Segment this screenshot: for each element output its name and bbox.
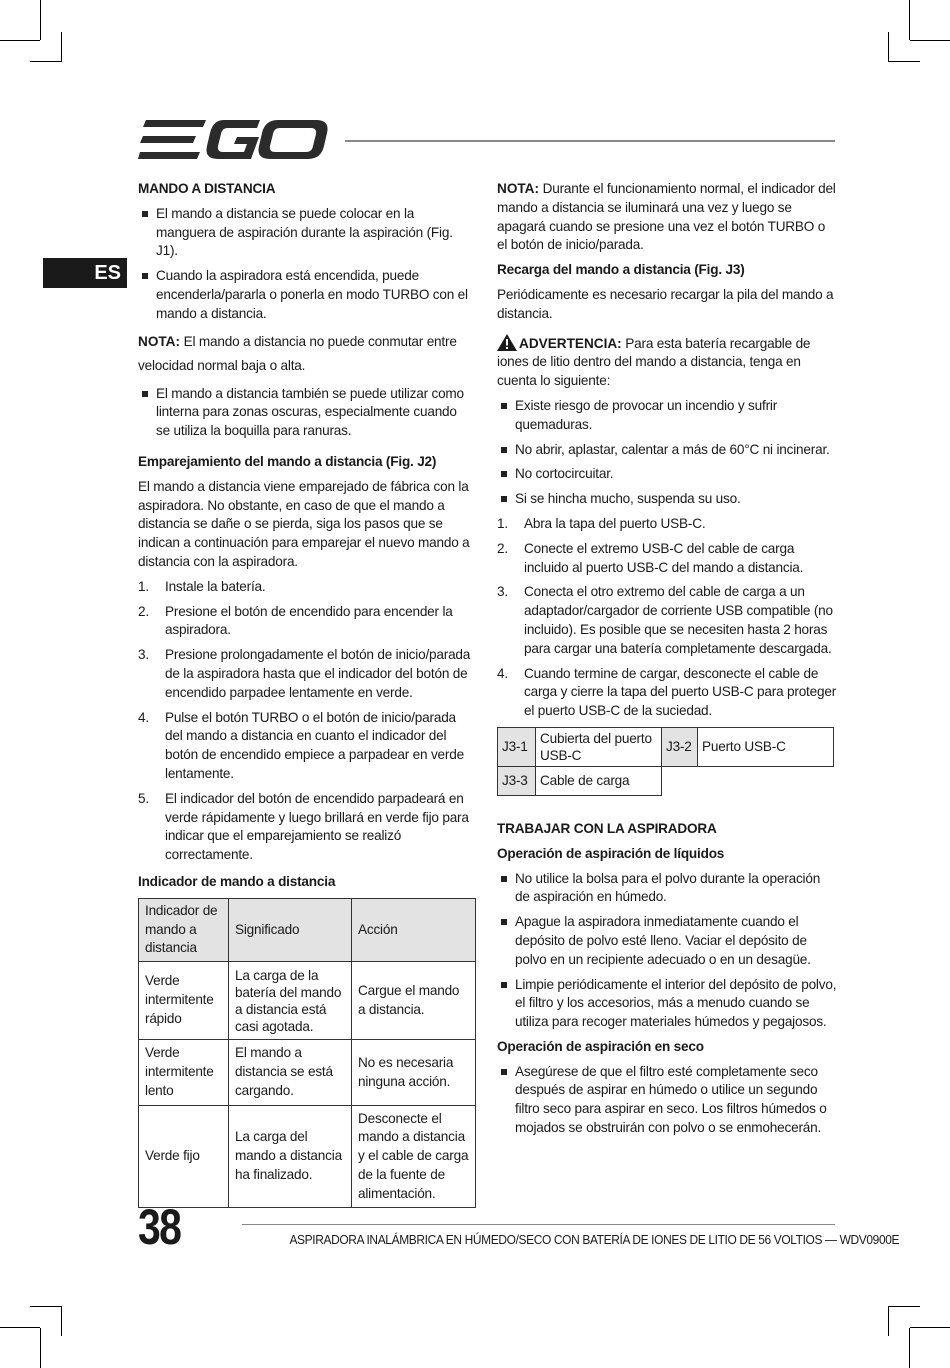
table-row [139, 1040, 476, 1106]
crop-mark [910, 1327, 950, 1328]
crop-mark [888, 1306, 920, 1307]
table-cell: No es necesaria ninguna acción. [352, 1040, 476, 1106]
left-column [138, 180, 474, 1208]
language-tab: ES [43, 258, 127, 288]
table-cell: Cargue el mando a distancia. [352, 962, 476, 1040]
empar-intro: El mando a distancia viene emparejado de fábrica con la aspiradora. No obstante, en caso de que el mando a distancia se dañe o se pierda, siga los pasos que se indican a continuación para emparejar el nuevo mando a distancia con la aspiradora. [138, 478, 470, 569]
list-item: El mando a distancia se puede colocar en la manguera de aspiración durante la aspiración (Fig. J1). [138, 205, 474, 261]
section-heading-trabajar: TRABAJAR CON LA ASPIRADORA [497, 820, 717, 836]
list-item: 2. Conecte el extremo USB-C del cable de carga incluido al puerto USB-C del mando a distancia. [497, 540, 804, 575]
table-header-row [139, 898, 476, 961]
subheading-seco: Operación de aspiración en seco [497, 1038, 704, 1054]
crop-mark [61, 32, 62, 61]
table-cell: Verde fijo [139, 1106, 229, 1208]
crop-mark [61, 1306, 62, 1336]
list-item: Asegúrese de que el filtro esté completamente seco después de aspirar en húmedo o utilice un segundo filtro seco para aspirar en seco. Los filtros húmedos o mojados se obstruirán con polvo o se enmohecerán. [497, 1063, 837, 1138]
list-item: No utilice la bolsa para el polvo durante la operación de aspiración en húmedo. [497, 870, 837, 908]
list-item: 5. El indicador del botón de encendido parpadeará en verde rápidamente y luego brillará en verde fijo para indicar que el emparejamiento se realizó correctamente. [138, 790, 469, 863]
list-item: 1. Instale la batería. [138, 578, 266, 594]
subheading-indicador: Indicador de mando a distancia [138, 873, 336, 889]
table-header-cell: Significado [229, 898, 352, 961]
list-item: 4. Pulse el botón TURBO o el botón de inicio/parada del mando a distancia en cuanto el indicador del botón de encendido empiece a parpadear en verde lentamente. [138, 709, 464, 781]
legend-label: Cubierta del puerto USB-C [536, 727, 662, 766]
j3-legend-table [497, 727, 834, 796]
crop-mark [30, 1306, 62, 1307]
legend-code: J3-1 [498, 727, 536, 766]
crop-mark [0, 1327, 40, 1328]
table-row [498, 766, 834, 795]
page-number: 38 [138, 1199, 181, 1255]
section-heading-mando: MANDO A DISTANCIA [138, 181, 276, 196]
advertencia-text: Para esta batería recargable de iones de litio dentro del mando a distancia, tenga en cuenta lo siguiente: [497, 335, 811, 389]
list-item: 3. Presione prolongadamente el botón de inicio/parada de la aspiradora hasta que el indicador del botón de encendido parpadee lentamente en verde. [138, 647, 471, 700]
list-item: El mando a distancia también se puede utilizar como linterna para zonas oscuras, especialmente cuando se utiliza la boquilla para ranuras. [138, 385, 474, 441]
table-header-cell: Indicador de mando a distancia [139, 898, 229, 961]
list-item: 2. Presione el botón de encendido para encender la aspiradora. [138, 603, 453, 638]
list-item: Si se hincha mucho, suspenda su uso. [497, 490, 837, 509]
table-row [139, 1106, 476, 1208]
crop-mark [888, 32, 889, 61]
legend-code: J3-3 [498, 766, 536, 795]
list-item: No cortocircuitar. [497, 465, 837, 484]
list-item: Cuando la aspiradora está encendida, puede encenderla/pararla o ponerla en modo TURBO con el mando a distancia. [138, 267, 474, 323]
table-cell: El mando a distancia se está cargando. [229, 1040, 352, 1106]
list-item: Limpie periódicamente el interior del depósito de polvo, el filtro y los accesorios, más a menudo cuando se utiliza para recoger materiales húmedos y pegajosos. [497, 976, 837, 1032]
list-item: Existe riesgo de provocar un incendio y sufrir quemaduras. [497, 397, 837, 435]
subheading-recarga: Recarga del mando a distancia (Fig. J3) [497, 262, 745, 278]
crop-mark [0, 40, 40, 41]
list-item: 4. Cuando termine de cargar, desconecte el cable de carga y cierre la tapa del puerto USB-C para proteger el puerto USB-C de la suciedad. [497, 665, 837, 719]
subheading-liquidos: Operación de aspiración de líquidos [497, 845, 725, 861]
right-column [497, 180, 837, 1144]
table-cell: La carga de la batería del mando a distancia está casi agotada. [229, 962, 352, 1040]
table-cell: La carga del mando a distancia ha finalizado. [229, 1106, 352, 1208]
indicator-table [138, 898, 476, 1208]
legend-label: Cable de carga [536, 766, 662, 795]
nota-paragraph [497, 180, 837, 255]
table-row [498, 727, 834, 766]
footer-rule [242, 1224, 835, 1225]
table-cell-empty [662, 766, 834, 795]
nota-label: NOTA: [138, 333, 181, 349]
crop-mark [909, 0, 910, 40]
recarga-text: Periódicamente es necesario recargar la pila del mando a distancia. [497, 286, 834, 321]
list-item: 3. Conecta el otro extremo del cable de carga a un adaptador/cargador de corriente USB compatible (no incluido). Es posible que se necesiten hasta 2 horas para cargar una batería completamente descargada. [497, 584, 833, 656]
ego-logo [138, 118, 328, 162]
table-cell: Verde intermitente rápido [139, 962, 229, 1040]
table-header-cell: Acción [352, 898, 476, 961]
crop-mark [888, 61, 920, 62]
list-item: No abrir, aplastar, calentar a más de 60°C ni incinerar. [497, 441, 837, 460]
list-item: 1. Abra la tapa del puerto USB-C. [497, 515, 706, 531]
nota-paragraph [138, 330, 474, 379]
crop-mark [909, 1328, 910, 1368]
crop-mark [910, 40, 950, 41]
advertencia-paragraph [497, 334, 837, 391]
table-row [139, 962, 476, 1040]
header-rule [345, 140, 835, 142]
crop-mark [888, 1306, 889, 1336]
footer-title: ASPIRADORA INALÁMBRICA EN HÚMEDO/SECO CON BATERÍA DE IONES DE LITIO DE 56 VOLTIOS — WDV0900E [289, 1232, 900, 1247]
crop-mark [40, 1328, 41, 1368]
table-cell: Desconecte el mando a distancia y el cable de carga de la fuente de alimentación. [352, 1106, 476, 1208]
warning-triangle-icon [497, 334, 517, 351]
subheading-emparejamiento: Emparejamiento del mando a distancia (Fig. J2) [138, 453, 437, 469]
legend-label: Puerto USB-C [698, 727, 834, 766]
nota-text: Durante el funcionamiento normal, el indicador del mando a distancia se iluminará una vez y luego se apagará cuando se presione una vez el botón TURBO o el botón de inicio/parada. [497, 181, 836, 253]
legend-code: J3-2 [662, 727, 698, 766]
list-item: Apague la aspiradora inmediatamente cuando el depósito de polvo esté lleno. Vaciar el depósito de polvo en un recipiente adecuado o en un desagüe. [497, 913, 837, 969]
crop-mark [40, 0, 41, 40]
crop-mark [30, 61, 62, 62]
nota-label: NOTA: [497, 181, 540, 196]
advertencia-label: ADVERTENCIA: [519, 335, 622, 351]
nota-text: El mando a distancia no puede conmutar entre velocidad normal baja o alta. [138, 333, 457, 374]
table-cell: Verde intermitente lento [139, 1040, 229, 1106]
